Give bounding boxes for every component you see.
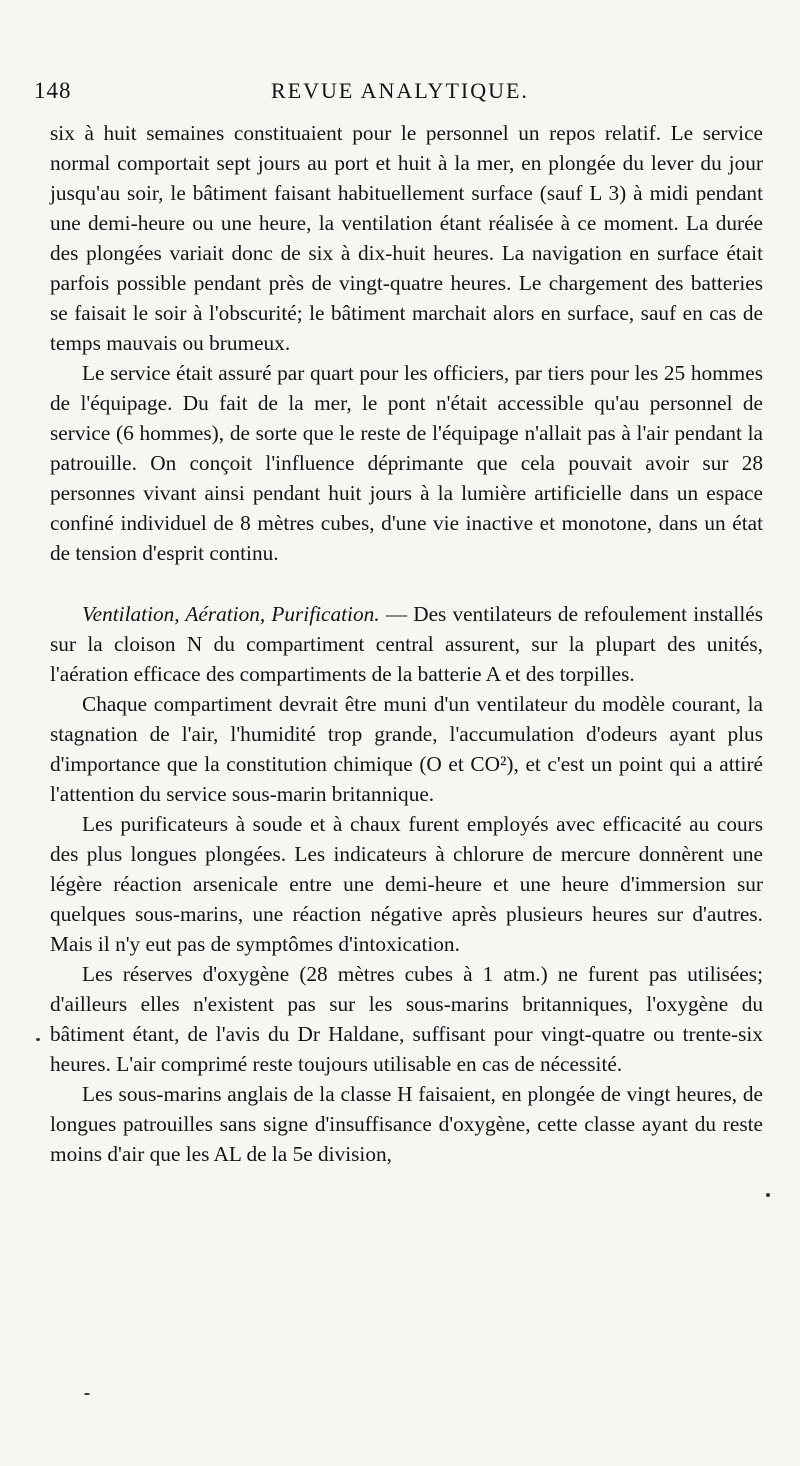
section-lead-text: Des ventilateurs de refoulement installés sur la cloison N du compartiment central assurent, sur la plupart des unités, l'aération efficace des compartiments de la batterie A et des torpilles. xyxy=(50,602,763,686)
paragraph-purificateurs: Les purificateurs à soude et à chaux furent employés avec efficacité au cours des plus longues plongées. Les indicateurs à chlorure de mercure donnèrent une légère réaction arsenicale entre une demi-heure et une heure d'immersion sur quelques sous-marins, une réaction négative après plusieurs heures sur d'autres. Mais il n'y eut pas de symptômes d'intoxication. xyxy=(50,812,763,956)
section-dash: — xyxy=(385,602,408,626)
page-header xyxy=(34,78,766,108)
print-speck xyxy=(84,1393,90,1395)
paragraph-service: Le service était assuré par quart pour les officiers, par tiers pour les 25 hommes de l'équipage. Du fait de la mer, le pont n'était accessible qu'au personnel de service (6 hommes), de sorte que le reste de l'équipage n'allait pas à l'air pendant la patrouille. On conçoit l'influence déprimante que cela pouvait avoir sur 28 personnes vivant ainsi pendant huit jours à la lumière artificielle dans un espace confiné individuel de 8 mètres cubes, d'une vie inactive et monotone, dans un état de tension d'esprit continu. xyxy=(50,361,763,565)
running-title: REVUE ANALYTIQUE. xyxy=(271,78,529,103)
body-text xyxy=(50,118,763,1169)
print-speck xyxy=(766,1193,770,1197)
paragraph-oxygene: Les réserves d'oxygène (28 mètres cubes à 1 atm.) ne furent pas utilisées; d'ailleurs elles n'existent pas sur les sous-marins britanniques, l'oxygène du bâtiment étant, de l'avis du Dr Haldane, suffisant pour vingt-quatre ou trente-six heures. L'air comprimé reste toujours utilisable en cas de nécessité. xyxy=(50,962,763,1076)
page-number: 148 xyxy=(34,78,72,103)
section-ventilation xyxy=(50,599,763,689)
paragraph-classe-h: Les sous-marins anglais de la classe H faisaient, en plongée de vingt heures, de longues patrouilles sans signe d'insuffisance d'oxygène, cette classe ayant du reste moins d'air que les AL de la 5e division, xyxy=(50,1082,763,1166)
paragraph-compartiment: Chaque compartiment devrait être muni d'un ventilateur du modèle courant, la stagnation de l'air, l'humidité trop grande, l'accumulation d'odeurs ayant plus d'importance que la constitution chimique (O et CO²), et c'est un point qui a attiré l'attention du service sous-marin britannique. xyxy=(50,692,763,806)
paragraph-continued: six à huit semaines constituaient pour le personnel un repos relatif. Le service normal comportait sept jours au port et huit à la mer, en plongée du lever du jour jusqu'au soir, le bâtiment faisant habituellement surface (sauf L 3) à midi pendant une demi-heure ou une heure, la ventilation étant réalisée à ce moment. La durée des plongées variait donc de six à dix-huit heures. La navigation en surface était parfois possible pendant près de vingt-quatre heures. Le chargement des batteries se faisait le soir à l'obscurité; le bâtiment marchait alors en surface, sauf en cas de temps mauvais ou brumeux. xyxy=(50,121,763,355)
print-speck xyxy=(36,1038,40,1041)
section-title: Ventilation, Aération, Purification. xyxy=(82,602,380,626)
